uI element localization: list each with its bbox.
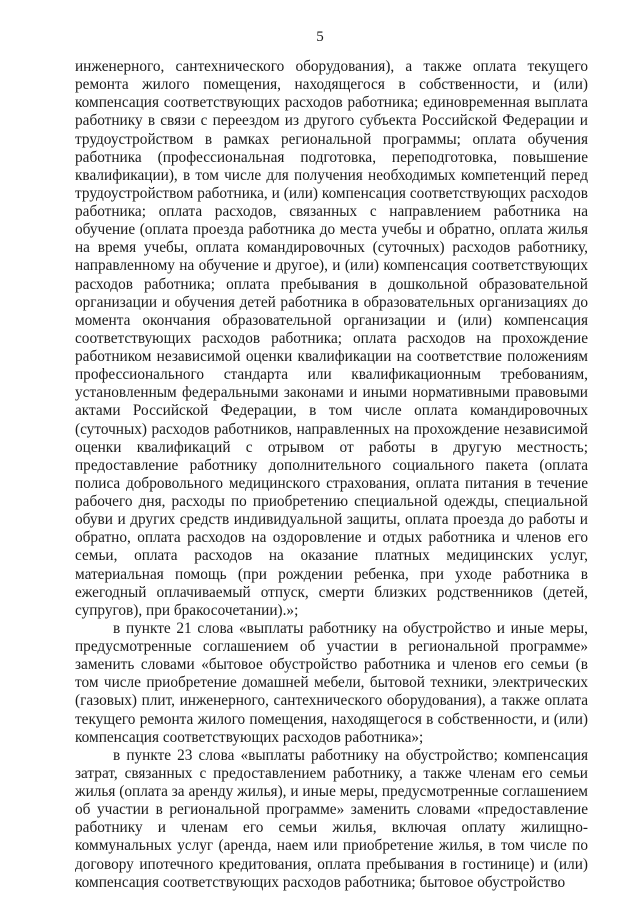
paragraph-continuation: инженерного, сантехнического оборудования), а также оплата текущего ремонта жилого помещения, находящегося в собственности, и (или) компенсация соответствующих расходов работника; единовременная выплата работнику в связи с переездом из другого субъекта Российской Федерации и трудоустройством в рамках региональной программы; оплата обучения работника (профессиональная подготовка, переподготовка, повышение квалификации), в том числе для получения необходимых компетенций перед трудоустройством работника, и (или) компенсация соответствующих расходов работника; оплата расходов, связанных с направлением работника на обучение (оплата проезда работника до места учебы и обратно, оплата жилья на время учебы, оплата командировочных (суточных) расходов работнику, направленному на обучение и другое), и (или) компенсация соответствующих расходов работника; оплата пребывания в дошкольной образовательной организации и обучения детей работника в образовательных организациях до момента окончания образовательной организации и (или) компенсация соответствующих расходов работника; оплата расходов на прохождение работником независимой оценки квалификации на соответствие положениям профессионального стандарта или квалификационным требованиям, установленным федеральными законами и иными нормативными правовыми актами Российской Федерации, в том числе оплата командировочных (суточных) расходов работников, направленных на прохождение независимой оценки квалификаций с отрывом от работы в другую местность; предоставление работнику дополнительного социального пакета (оплата полиса добровольного медицинского страхования, оплата питания в течение рабочего дня, расходы по приобретению специальной одежды, специальной обуви и других средств индивидуальной защиты, оплата проезда до работы и обратно, оплата расходов на оздоровление и отдых работника и членов его семьи, оплата расходов на оказание платных медицинских услуг, материальная помощь (при рождении ребенка, при уходе работника в ежегодный оплачиваемый отпуск, смерти близких родственников (детей, супругов), при бракосочетании).»; <box>75 58 588 619</box>
document-body <box>75 58 588 892</box>
paragraph-point-23: в пункте 23 слова «выплаты работнику на обустройство; компенсация затрат, связанных с предоставлением работнику, а также членам его семьи жилья (оплата за аренду жилья), и иные меры, предусмотренные соглашением об участии в региональной программе» заменить словами «предоставление работнику и членам его семьи жилья, включая оплату жилищно-коммунальных услуг (аренда, наем или приобретение жилья, в том числе по договору ипотечного кредитования, оплата пребывания в гостинице) и (или) компенсация соответствующих расходов работника; бытовое обустройство <box>75 746 588 891</box>
page-number: 5 <box>316 29 324 45</box>
paragraph-point-21: в пункте 21 слова «выплаты работнику на обустройство и иные меры, предусмотренные соглашением об участии в региональной программе» заменить словами «бытовое обустройство работника и членов его семьи (в том числе приобретение домашней мебели, бытовой техники, электрических (газовых) плит, инженерного, сантехнического оборудования), а также оплата текущего ремонта жилого помещения, находящегося в собственности, и (или) компенсация соответствующих расходов работника»; <box>75 619 588 746</box>
